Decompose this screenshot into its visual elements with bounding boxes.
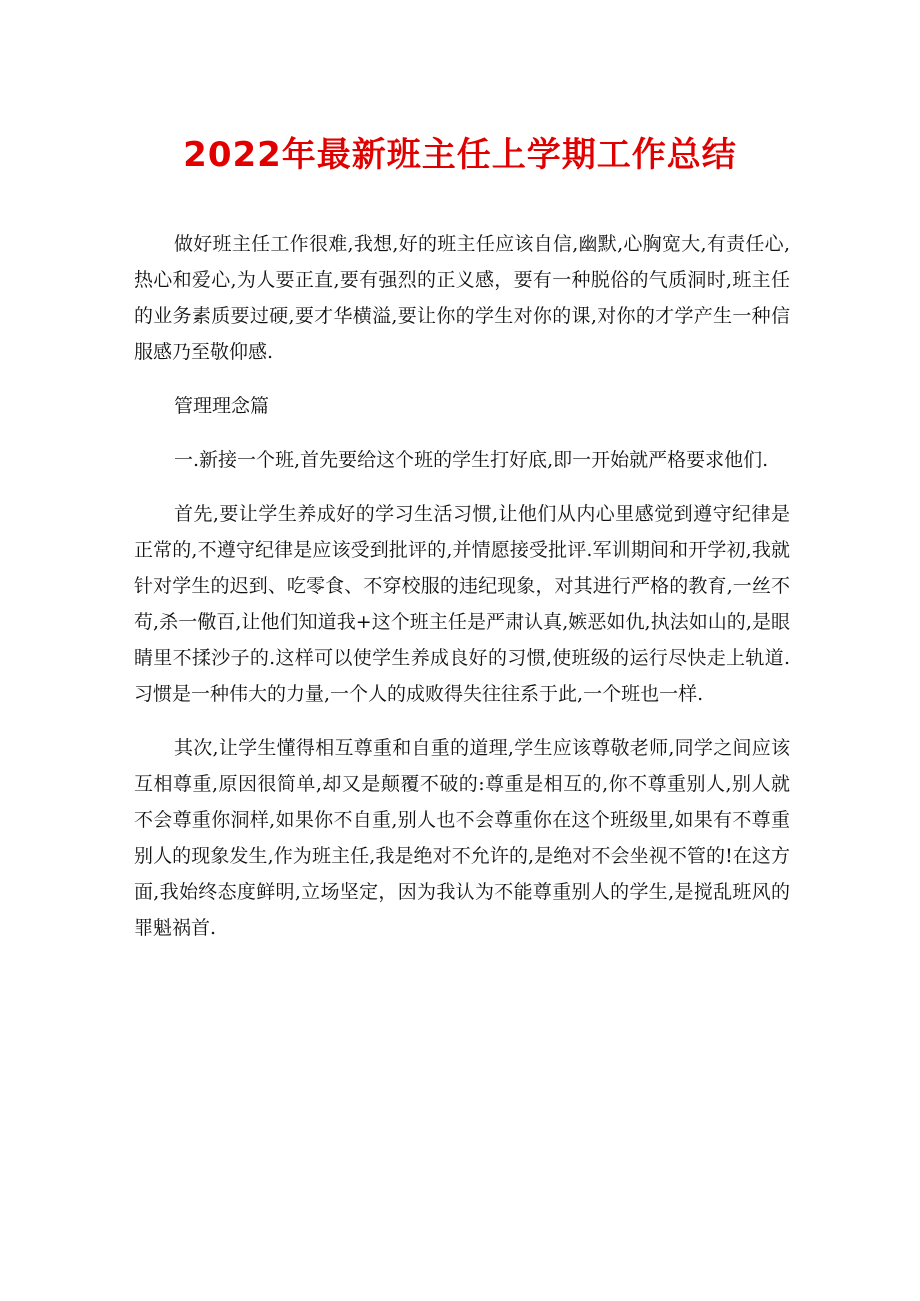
paragraph-second: 其次,让学生懂得相互尊重和自重的道理,学生应该尊敬老师,同学之间应该互相尊重,原因很简单,却又是颠覆不破的:尊重是相互的,你不尊重别人,别人就不会尊重你洞样,如果你不自重,别人也不会尊重你在这个班级里,如果有不尊重别人的现象发生,作为班主任,我是绝对不允许的,是绝对不会坐视不管的!在这方面,我始终态度鲜明,立场坚定，因为我认为不能尊重别人的学生,是搅乱班风的罪魁祸首.: [134, 737, 790, 939]
document-body: [134, 226, 790, 964]
paragraph-first: 首先,要让学生养成好的学习生活习惯,让他们从内心里感觉到遵守纪律是正常的,不遵守纪律是应该受到批评的,并情愿接受批评.军训期间和开学初,我就针对学生的迟到、吃零食、不穿校服的违纪现象，对其进行严格的教育,一丝不苟,杀一儆百,让他们知道我+这个班主任是严肃认真,嫉恶如仇,执法如山的,是眼睛里不揉沙子的.这样可以使学生养成良好的习惯,使班级的运行尽快走上轨道.习惯是一种伟大的力量,一个人的成败得失往往系于此,一个班也一样.: [134, 503, 790, 705]
paragraph-intro: 做好班主任工作很难,我想,好的班主任应该自信,幽默,心胸宽大,有责任心,热心和爱心,为人要正直,要有强烈的正义感，要有一种脱俗的气质洞时,班主任的业务素质要过硬,要才华横溢,要让你的学生对你的课,对你的才学产生一种信服感乃至敬仰感.: [134, 233, 790, 363]
section-heading: 管理理念篇: [174, 395, 270, 417]
paragraph-point-one: 一.新接一个班,首先要给这个班的学生打好底,即一开始就严格要求他们.: [174, 449, 769, 471]
document-title: 2022年最新班主任上学期工作总结: [183, 135, 737, 175]
